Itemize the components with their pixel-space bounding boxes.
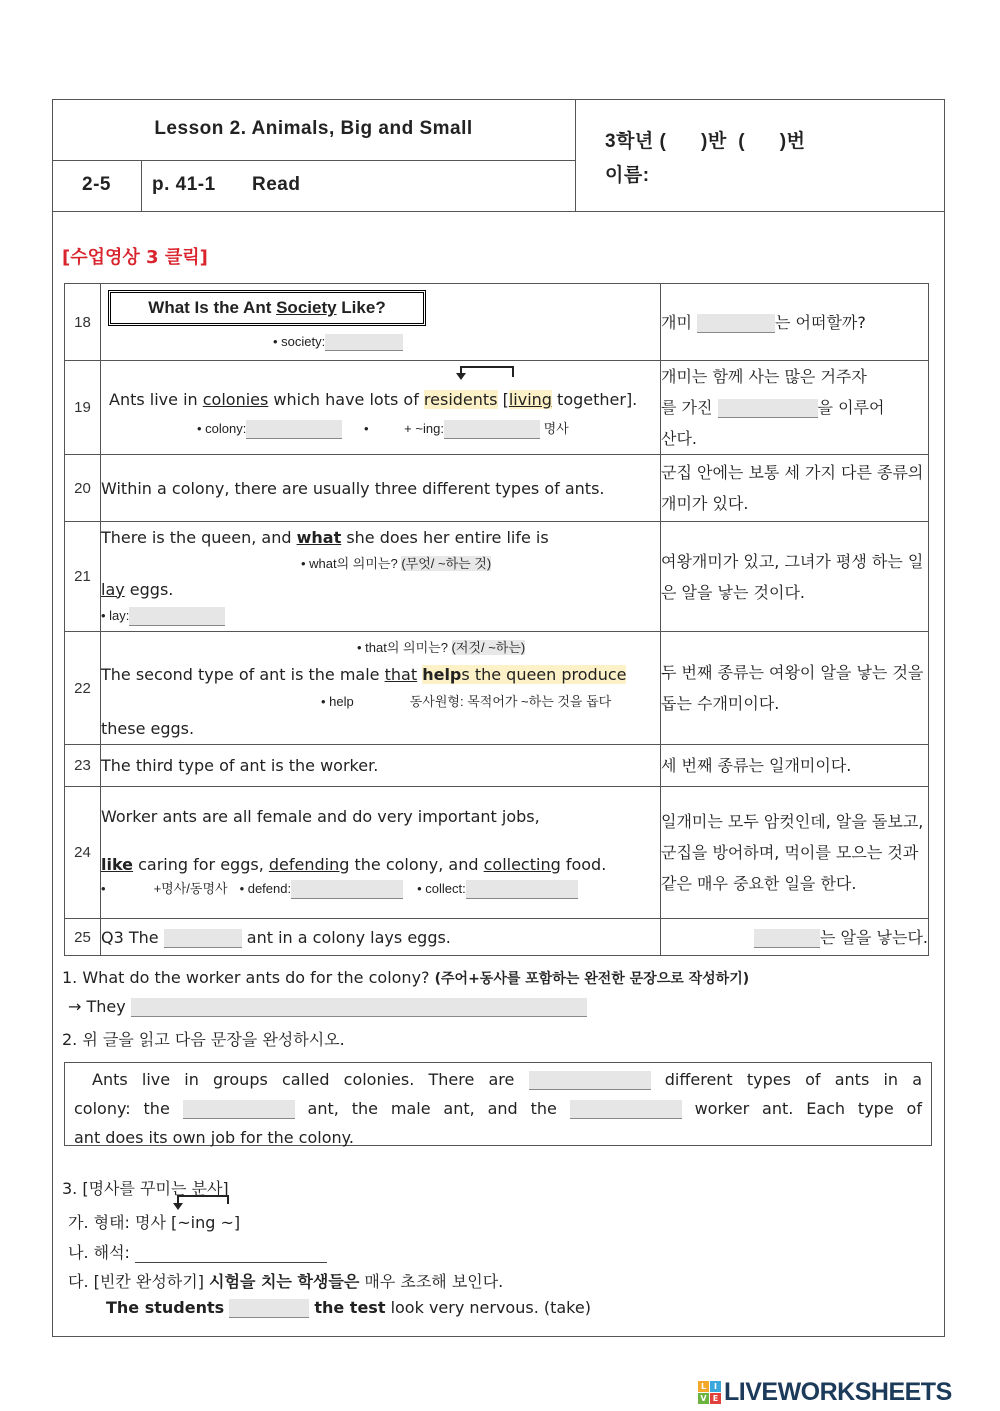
section-number: 2-5 — [82, 174, 111, 195]
logo-icon: L I V E — [698, 1381, 721, 1404]
table-row — [65, 455, 929, 522]
translation-cell: 세 번째 종류는 일개미이다. — [661, 745, 929, 787]
sentence-cell: • that의 의미는? (저것/ ~하는) The second type of ant is the male that helps the queen produce • help 동사원형: 목적어가 ~하는 것을 돕다 these eggs. — [101, 632, 661, 745]
sentence-cell: Within a colony, there are usually three different types of ants. — [101, 455, 661, 522]
question-3: 3. [명사를 꾸미는 분사] — [62, 1179, 229, 1198]
video-link[interactable]: [수업영상 3 클릭] — [62, 247, 208, 268]
row-number: 25 — [65, 919, 101, 956]
row-number: 22 — [65, 632, 101, 745]
row-number: 20 — [65, 455, 101, 522]
row-number: 23 — [65, 745, 101, 787]
translation-cell: 여왕개미가 있고, 그녀가 평생 하는 일은 알을 낳는 것이다. — [661, 522, 929, 632]
table-row — [65, 361, 929, 455]
answer-blank[interactable] — [325, 334, 403, 351]
note-society: • society: — [273, 334, 403, 351]
lesson-title: Lesson 2. Animals, Big and Small — [154, 118, 473, 139]
q3-fill: 다. [빈칸 완성하기] 시험을 치는 학생들은 매우 초조해 보인다. — [68, 1272, 504, 1291]
header-divider — [52, 160, 575, 161]
table-row — [65, 522, 929, 632]
reading-title-box: What Is the Ant Society Like? — [108, 290, 426, 326]
brand-name: LIVEWORKSHEETS — [724, 1378, 952, 1406]
answer-blank[interactable] — [529, 1071, 651, 1090]
modifier-arrow-icon — [451, 361, 521, 383]
sentence-cell: The third type of ant is the worker. — [101, 745, 661, 787]
translation-cell: 개미는 함께 사는 많은 거주자 를 가진 을 이루어 산다. — [661, 361, 929, 455]
q3-form: 가. 형태: 명사 [~ing ~] — [68, 1213, 241, 1232]
question-2: 2. 위 글을 읽고 다음 문장을 완성하시오. — [62, 1030, 345, 1049]
translation-cell: 두 번째 종류는 여왕이 알을 낳는 것을 돕는 수개미이다. — [661, 632, 929, 745]
answer-blank[interactable] — [754, 929, 820, 948]
header-bottom-line — [52, 211, 945, 212]
table-row — [65, 787, 929, 919]
translation-cell: 개미 는 어떠할까? — [661, 284, 929, 361]
sentence-cell — [101, 284, 661, 361]
answer-blank[interactable] — [697, 314, 775, 333]
q3-meaning: 나. 해석: — [68, 1240, 327, 1263]
answer-blank[interactable] — [466, 880, 578, 899]
read-label: Read — [252, 174, 301, 195]
reading-table — [64, 283, 929, 956]
answer-blank[interactable] — [164, 929, 242, 948]
sentence-cell: There is the queen, and what she does her entire life is • what의 의미는? (무엇/ ~하는 것) lay eggs. • lay: — [101, 522, 661, 632]
translation-cell: 는 알을 낳는다. — [661, 919, 929, 956]
answer-blank[interactable] — [718, 399, 818, 418]
translation-cell: 일개미는 모두 암컷인데, 알을 돌보고, 군집을 방어하며, 먹이를 모으는 것과 같은 매우 중요한 일을 한다. — [661, 787, 929, 919]
header-vdivider — [575, 99, 576, 211]
answer-1-input[interactable] — [131, 998, 587, 1017]
question-1: 1. What do the worker ants do for the colony? (주어+동사를 포함하는 완전한 문장으로 작성하기) — [62, 968, 750, 987]
table-row — [65, 632, 929, 745]
header-vdivider-2 — [141, 160, 142, 211]
answer-1: → They — [68, 997, 587, 1017]
page-ref: p. 41-1 — [152, 174, 216, 195]
sentence-cell: Q3 The ant in a colony lays eggs. — [101, 919, 661, 956]
translation-cell: 군집 안에는 보통 세 가지 다른 종류의 개미가 있다. — [661, 455, 929, 522]
table-row — [65, 745, 929, 787]
liveworksheets-logo — [698, 1378, 952, 1407]
sentence-cell: Worker ants are all female and do very important jobs, like caring for eggs, defending the colony, and collecting food. • +명사/동명사 • defend: • collect: — [101, 787, 661, 919]
class-info: 3학년 ( )반 ( )번 — [605, 131, 806, 152]
answer-blank[interactable] — [183, 1100, 295, 1119]
sentence-cell: Ants live in colonies which have lots of residents [living together]. • colony: • + ~ing: 명사 — [101, 361, 661, 455]
answer-blank[interactable] — [135, 1246, 327, 1263]
answer-blank[interactable] — [291, 880, 403, 899]
row-number: 18 — [65, 284, 101, 361]
table-row — [65, 919, 929, 956]
name-label: 이름: — [605, 165, 650, 186]
modifier-arrow-icon — [166, 1192, 236, 1212]
answer-blank[interactable] — [129, 607, 225, 626]
summary-box: Ants live in groups called colonies. There are different types of ants in a colony: the ant, the male ant, and the worker ant. Each type of ant does its own job for the colony. — [64, 1062, 932, 1146]
row-number: 21 — [65, 522, 101, 632]
q3-sentence: The students the test look very nervous. (take) — [106, 1298, 591, 1317]
row-number: 19 — [65, 361, 101, 455]
answer-blank[interactable] — [570, 1100, 682, 1119]
answer-blank[interactable] — [246, 420, 342, 439]
row-number: 24 — [65, 787, 101, 919]
answer-blank[interactable] — [229, 1299, 309, 1318]
answer-blank[interactable] — [444, 420, 540, 439]
table-row — [65, 284, 929, 361]
